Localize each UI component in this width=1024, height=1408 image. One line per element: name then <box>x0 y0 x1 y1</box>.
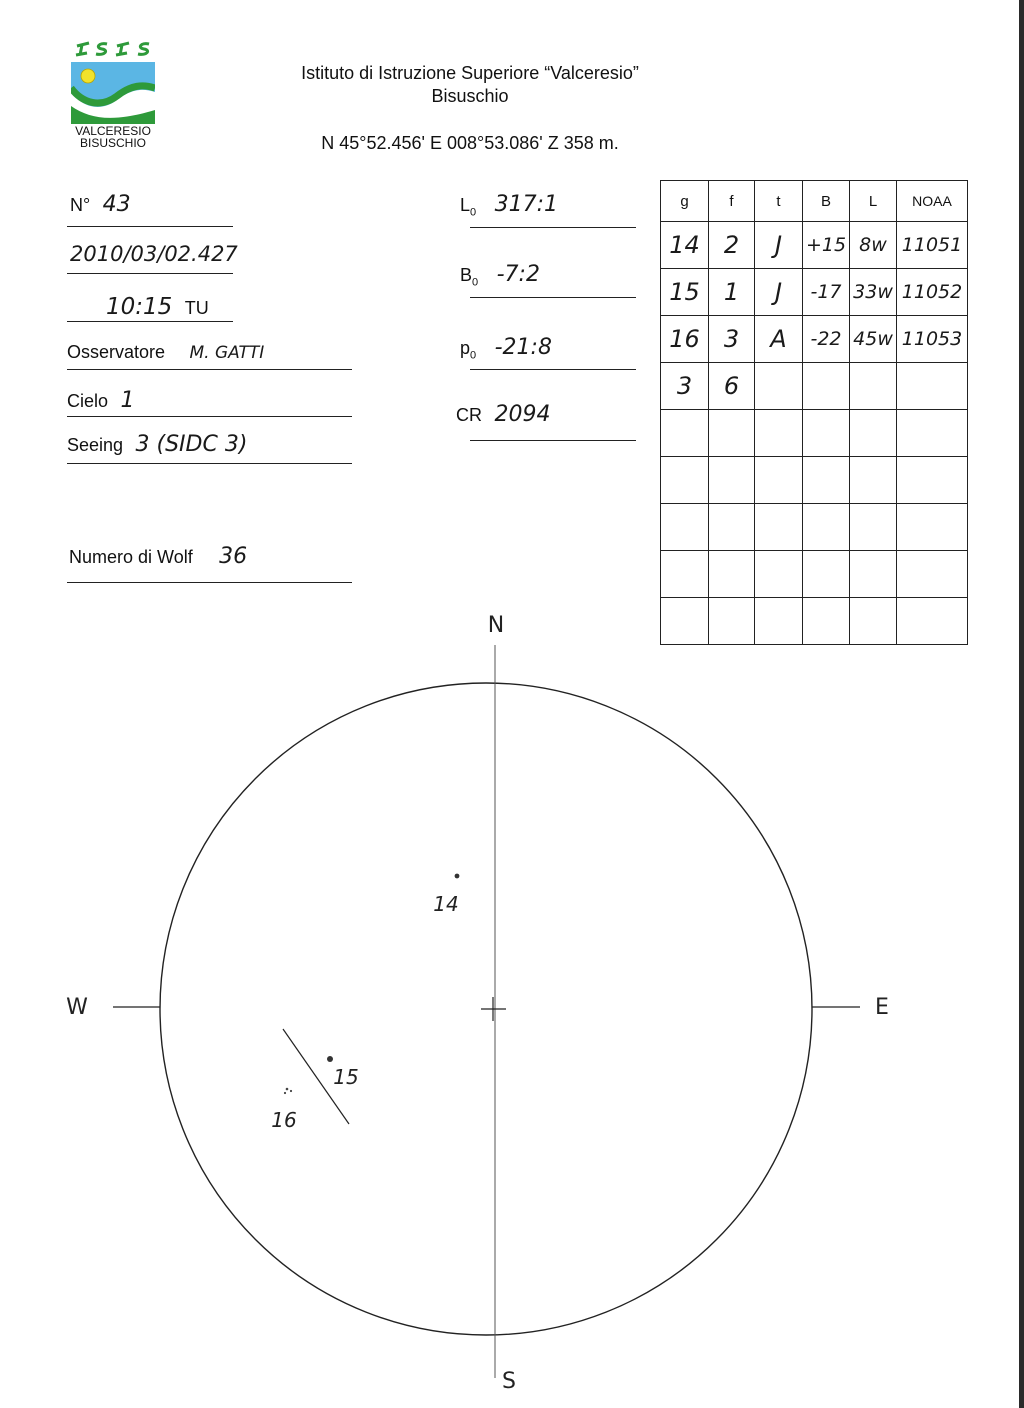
group-16-label: 16 <box>271 1108 297 1132</box>
group-16-spot-c <box>284 1092 286 1094</box>
table-row <box>661 316 968 363</box>
sky-field <box>67 388 134 413</box>
table-cell <box>709 504 755 551</box>
table-cell: J <box>755 222 803 269</box>
table-header-cell: L <box>850 181 897 222</box>
table-row <box>661 222 968 269</box>
table-cell <box>803 551 850 598</box>
table-cell <box>803 363 850 410</box>
time-value: 10:15 <box>106 294 173 320</box>
table-cell: 14 <box>661 222 709 269</box>
table-cell: 1 <box>709 269 755 316</box>
logo-caption-line1: VALCERESIO <box>75 124 151 138</box>
table-cell: 33w <box>850 269 897 316</box>
l0-value: 317:1 <box>494 192 558 217</box>
table-cell: 3 <box>709 316 755 363</box>
table-cell: 2 <box>709 222 755 269</box>
table-row <box>661 269 968 316</box>
west-label: W <box>66 995 88 1020</box>
observer-value: M. GATTI <box>189 343 265 363</box>
time-underline <box>67 321 233 322</box>
table-header-cell: B <box>803 181 850 222</box>
table-cell <box>850 363 897 410</box>
observer-label: Osservatore <box>67 342 166 362</box>
table-cell <box>755 457 803 504</box>
number-label: N° <box>70 195 91 215</box>
group-15-spot <box>327 1056 333 1062</box>
table-cell <box>661 551 709 598</box>
b0-subscript: 0 <box>472 276 479 289</box>
b0-field <box>460 262 540 289</box>
wolf-field <box>69 544 247 569</box>
east-label: E <box>875 995 889 1020</box>
table-cell <box>850 410 897 457</box>
table-cell: 45w <box>850 316 897 363</box>
table-cell <box>755 363 803 410</box>
institute-town: Bisuschio <box>431 86 509 106</box>
number-field <box>70 192 131 217</box>
table-cell: 16 <box>661 316 709 363</box>
table-row <box>661 551 968 598</box>
table-header-cell: t <box>755 181 803 222</box>
cr-value: 2094 <box>494 402 551 427</box>
logo-wordmark <box>73 38 157 65</box>
table-cell <box>850 457 897 504</box>
table-cell <box>897 551 968 598</box>
sun-landscape-icon <box>71 62 155 124</box>
table-cell <box>661 457 709 504</box>
site-coordinates: N 45°52.456' E 008°53.086' Z 358 m. <box>321 133 619 153</box>
b0-label: B <box>460 265 473 285</box>
group-14-label: 14 <box>433 892 459 916</box>
north-label: N <box>487 613 505 638</box>
table-cell <box>709 457 755 504</box>
isis-logo-mark <box>73 38 157 60</box>
group-16-spot-a <box>286 1088 289 1091</box>
table-cell <box>803 504 850 551</box>
p0-value: -21:8 <box>494 335 552 360</box>
table-cell <box>755 410 803 457</box>
l0-underline <box>470 227 636 228</box>
table-row <box>661 410 968 457</box>
table-cell: A <box>755 316 803 363</box>
p0-label: p <box>460 338 471 358</box>
table-cell: -22 <box>803 316 850 363</box>
south-label: S <box>502 1369 516 1394</box>
table-row <box>661 363 968 410</box>
table-cell <box>897 410 968 457</box>
table-header-cell: f <box>709 181 755 222</box>
observer-field <box>67 342 264 363</box>
seeing-field <box>67 432 247 457</box>
table-cell: 6 <box>709 363 755 410</box>
wolf-label: Numero di Wolf <box>69 547 193 567</box>
number-underline <box>67 226 233 227</box>
institute-header <box>240 62 700 108</box>
wolf-value: 36 <box>219 544 248 569</box>
p0-field <box>460 335 552 362</box>
wolf-underline <box>67 582 352 583</box>
table-cell <box>850 504 897 551</box>
time-field <box>106 294 209 320</box>
table-cell: 15 <box>661 269 709 316</box>
seeing-underline <box>67 463 352 464</box>
table-cell: 11051 <box>897 222 968 269</box>
table-cell: 8w <box>850 222 897 269</box>
table-cell <box>661 410 709 457</box>
table-cell: 3 <box>661 363 709 410</box>
group-16-spot-b <box>290 1090 292 1092</box>
table-row <box>661 504 968 551</box>
table-cell <box>661 504 709 551</box>
table-cell: -17 <box>803 269 850 316</box>
logo-caption <box>60 125 166 149</box>
table-cell <box>850 551 897 598</box>
table-cell <box>897 457 968 504</box>
p0-subscript: 0 <box>470 349 477 362</box>
seeing-label: Seeing <box>67 435 124 455</box>
date-value: 2010/03/02.427 <box>70 242 238 266</box>
seeing-value: 3 (SIDC 3) <box>135 432 248 457</box>
l0-subscript: 0 <box>470 206 477 219</box>
p0-underline <box>470 369 636 370</box>
table-row <box>661 457 968 504</box>
observer-underline <box>67 369 352 370</box>
group-15-label: 15 <box>333 1065 359 1089</box>
b0-underline <box>470 297 636 298</box>
table-cell <box>897 363 968 410</box>
sunspot-groups-body <box>661 181 968 645</box>
table-cell <box>803 457 850 504</box>
table-cell <box>709 410 755 457</box>
table-header-row <box>661 181 968 222</box>
cr-label: CR <box>456 405 482 425</box>
table-cell <box>803 410 850 457</box>
date-underline <box>67 273 233 274</box>
page-scan-edge <box>1019 0 1024 1408</box>
sunspot-groups-table <box>660 180 968 645</box>
institute-name: Istituto di Istruzione Superiore “Valceresio” <box>301 63 639 83</box>
cr-underline <box>470 440 636 441</box>
table-cell <box>755 551 803 598</box>
sky-underline <box>67 416 352 417</box>
table-cell <box>709 551 755 598</box>
table-cell: 11053 <box>897 316 968 363</box>
table-cell: +15 <box>803 222 850 269</box>
b0-value: -7:2 <box>496 262 540 287</box>
table-cell: J <box>755 269 803 316</box>
number-value: 43 <box>102 192 131 217</box>
carrington-field <box>456 402 550 427</box>
table-header-cell: NOAA <box>897 181 968 222</box>
sky-label: Cielo <box>67 391 109 411</box>
table-cell <box>897 504 968 551</box>
table-cell <box>755 504 803 551</box>
time-suffix: TU <box>184 298 209 318</box>
table-header-cell: g <box>661 181 709 222</box>
sky-value: 1 <box>120 388 135 413</box>
logo-emblem <box>71 62 155 124</box>
logo-caption-line2: BISUSCHIO <box>79 136 146 150</box>
group-14-spot <box>455 874 460 879</box>
l0-label: L <box>460 195 471 215</box>
solar-disk-drawing <box>0 600 1000 1408</box>
table-cell: 11052 <box>897 269 968 316</box>
l0-field <box>460 192 558 219</box>
